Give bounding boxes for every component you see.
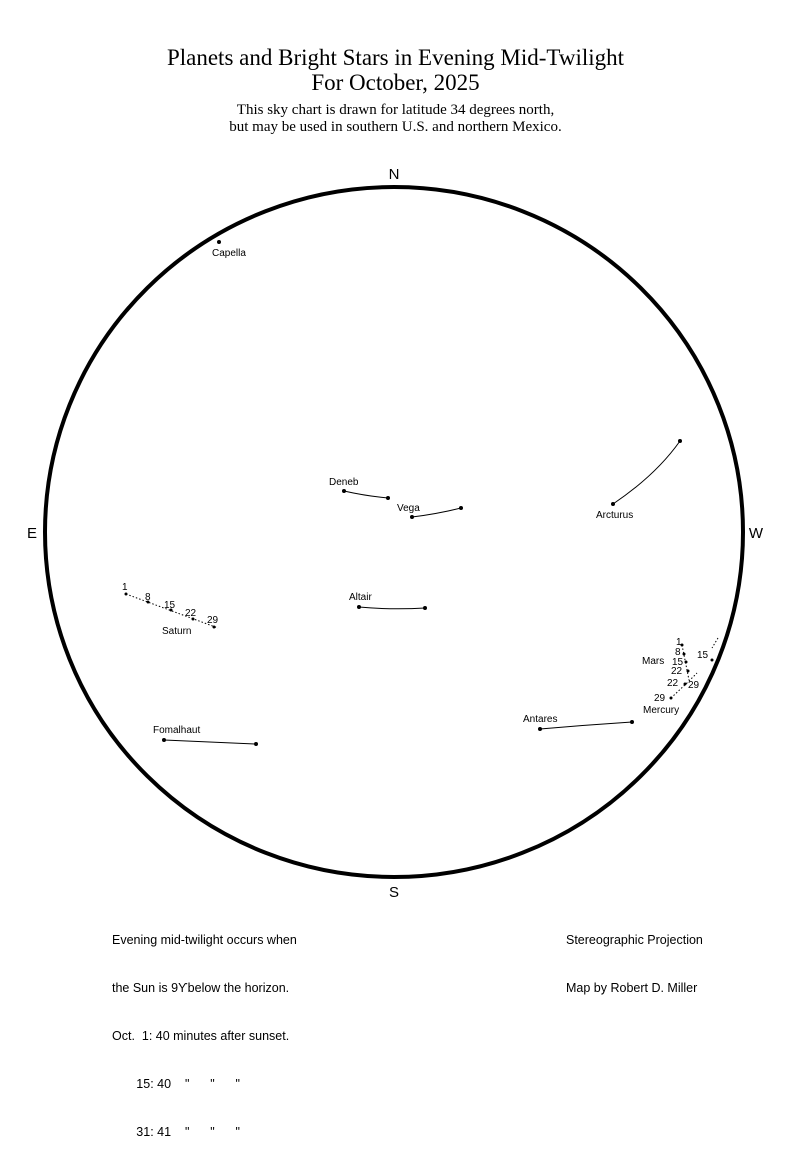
mars-date-15: 15 [672,657,684,668]
horizon-circle [45,187,743,877]
deneb-track [344,491,388,498]
mars-date-1: 1 [676,637,682,648]
antares-star [523,714,634,731]
credit-line: Map by Robert D. Miller [566,981,698,995]
twilight-note-line: Oct. 1: 40 minutes after sunset. [112,1029,290,1043]
projection-credit [566,900,703,1028]
antares-label: Antares [523,714,558,725]
vega-dot-start [410,515,414,519]
mercury-dot-oct29 [670,697,673,700]
mars-outer-date-29: 29 [688,680,700,691]
altair-dot-end [423,606,427,610]
saturn-date-15: 15 [164,600,176,611]
saturn-date-29: 29 [207,615,219,626]
twilight-note [112,900,297,1172]
mars-date-22: 22 [671,666,683,677]
saturn-planet [122,582,219,637]
chart-subtitle-line1: This sky chart is drawn for latitude 34 degrees north, [236,102,555,118]
vega-dot-end [459,506,463,510]
deneb-label: Deneb [329,477,359,488]
capella-dot [217,240,221,244]
fomalhaut-label: Fomalhaut [153,725,201,736]
mars-dot-oct8 [683,653,686,656]
south-label: S [388,884,400,901]
mars-outer-date-15: 15 [697,650,709,661]
arcturus-track [613,441,680,504]
chart-title-month: For October, 2025 [311,70,480,95]
deneb-dot-start [342,489,346,493]
west-label: W [748,525,764,542]
capella-label: Capella [212,248,246,259]
arcturus-dot-end [678,439,682,443]
mars-date-8: 8 [675,647,681,658]
arcturus-label: Arcturus [596,510,634,521]
saturn-label: Saturn [162,626,192,637]
mercury-date-22: 22 [667,678,679,689]
altair-label: Altair [349,592,372,603]
mars-dot-oct15 [685,661,688,664]
mars-outer-dot-15 [711,659,714,662]
deneb-dot-end [386,496,390,500]
antares-dot-start [538,727,542,731]
vega-star [397,503,463,519]
fomalhaut-track [164,740,256,744]
capella-star [212,240,246,259]
projection-line: Stereographic Projection [566,933,703,947]
twilight-note-line: 15: 40 " " " [112,1077,240,1091]
altair-dot-start [357,605,361,609]
north-label: N [388,166,400,183]
vega-label: Vega [397,503,420,514]
twilight-note-line: 31: 41 " " " [112,1125,240,1139]
arcturus-star [596,439,682,521]
twilight-note-line: Evening mid-twilight occurs when [112,933,297,947]
antares-dot-end [630,720,634,724]
east-label: E [26,525,38,542]
saturn-date-8: 8 [145,592,151,603]
mars-dot-oct22 [687,670,690,673]
saturn-date-1: 1 [122,582,128,593]
arcturus-dot-start [611,502,615,506]
deneb-star [329,477,390,500]
saturn-date-22: 22 [185,608,197,619]
altair-star [349,592,427,610]
twilight-note-line: the Sun is 9ϒbelow the horizon. [112,981,290,995]
mercury-label: Mercury [643,705,680,716]
fomalhaut-dot-start [162,738,166,742]
mercury-dot-oct22 [684,683,687,686]
mars-outer-track [712,638,718,648]
mars-label: Mars [642,656,665,667]
fomalhaut-star [153,725,258,746]
fomalhaut-dot-end [254,742,258,746]
mercury-date-29: 29 [654,693,666,704]
chart-subtitle-line2: but may be used in southern U.S. and northern Mexico. [229,119,562,135]
chart-title: Planets and Bright Stars in Evening Mid-Twilight [166,45,625,70]
altair-track [359,607,425,609]
